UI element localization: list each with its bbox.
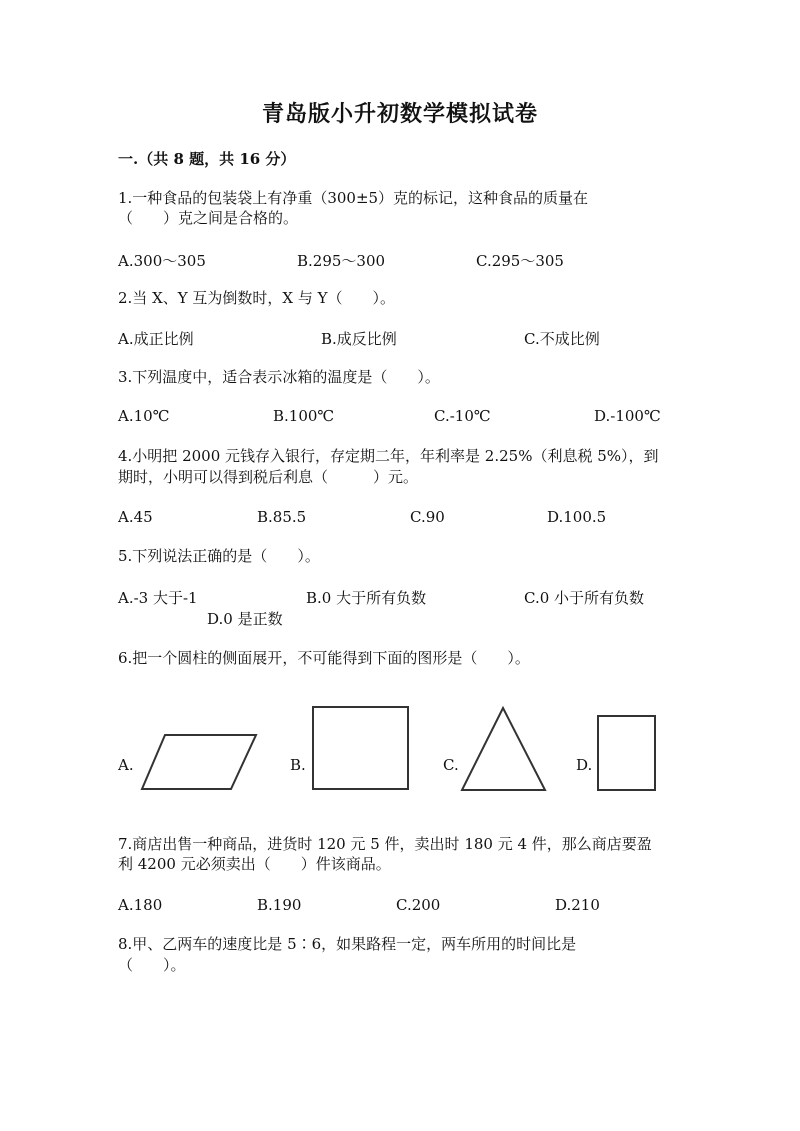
- question-4-option-d: D.100.5: [547, 508, 607, 526]
- question-6-line-1: 6.把一个圆柱的侧面展开，不可能得到下面的图形是（ ）。: [118, 649, 530, 667]
- question-2-option-a: A.成正比例: [118, 330, 194, 348]
- question-6-option-b: B.: [290, 756, 306, 774]
- question-4-line-1: 4.小明把 2000 元钱存入银行，存定期二年，年利率是 2.25%（利息税 5%），到: [118, 447, 659, 465]
- question-7-option-d: D.210: [555, 896, 600, 914]
- question-2-option-b: B.成反比例: [321, 330, 397, 348]
- question-6-option-c: C.: [443, 756, 459, 774]
- question-1-line-2: （ ）克之间是合格的。: [118, 209, 299, 227]
- question-3-option-c: C.-10℃: [434, 407, 491, 425]
- question-2-option-c: C.不成比例: [524, 330, 600, 348]
- question-5-line-1: 5.下列说法正确的是（ ）。: [118, 547, 320, 565]
- question-1-option-c: C.295～305: [476, 252, 564, 270]
- question-7-line-2: 利 4200 元必须卖出（ ）件该商品。: [118, 855, 391, 873]
- question-1-line-1: 1.一种食品的包装袋上有净重（300±5）克的标记，这种食品的质量在: [118, 189, 589, 207]
- question-4-option-a: A.45: [118, 508, 153, 526]
- question-8-line-2: （ ）。: [118, 956, 186, 974]
- page-title: 青岛版小升初数学模拟试卷: [261, 101, 538, 127]
- question-1-option-b: B.295～300: [297, 252, 386, 270]
- square-shape: [312, 706, 410, 790]
- section-heading: 一.（共 8 题，共 16 分）: [118, 150, 296, 168]
- question-5-option-d: D.0 是正数: [207, 610, 283, 628]
- triangle-shape: [460, 706, 548, 792]
- question-2-line-1: 2.当 X、Y 互为倒数时，X 与 Y（ ）。: [118, 289, 396, 307]
- question-5-option-c: C.0 小于所有负数: [524, 589, 645, 607]
- question-4-option-c: C.90: [410, 508, 445, 526]
- question-7-line-1: 7.商店出售一种商品，进货时 120 元 5 件，卖出时 180 元 4 件，那么商店要盈: [118, 835, 652, 853]
- question-7-option-c: C.200: [396, 896, 441, 914]
- question-3-option-b: B.100℃: [273, 407, 335, 425]
- question-6-option-d: D.: [576, 756, 593, 774]
- question-7-option-a: A.180: [118, 896, 163, 914]
- question-3-option-d: D.-100℃: [594, 407, 661, 425]
- question-1-option-a: A.300～305: [118, 252, 206, 270]
- question-5-option-a: A.-3 大于-1: [118, 589, 198, 607]
- question-8-line-1: 8.甲、乙两车的速度比是 5∶6，如果路程一定，两车所用的时间比是: [118, 935, 577, 953]
- question-5-option-b: B.0 大于所有负数: [306, 589, 427, 607]
- question-4-option-b: B.85.5: [257, 508, 307, 526]
- parallelogram-shape: [140, 733, 260, 791]
- question-3-option-a: A.10℃: [118, 407, 170, 425]
- question-7-option-b: B.190: [257, 896, 302, 914]
- question-4-line-2: 期时，小明可以得到税后利息（ ）元。: [118, 468, 419, 486]
- question-6-option-a: A.: [118, 756, 134, 774]
- rectangle-shape: [597, 715, 657, 792]
- question-3-line-1: 3.下列温度中，适合表示冰箱的温度是（ ）。: [118, 368, 440, 386]
